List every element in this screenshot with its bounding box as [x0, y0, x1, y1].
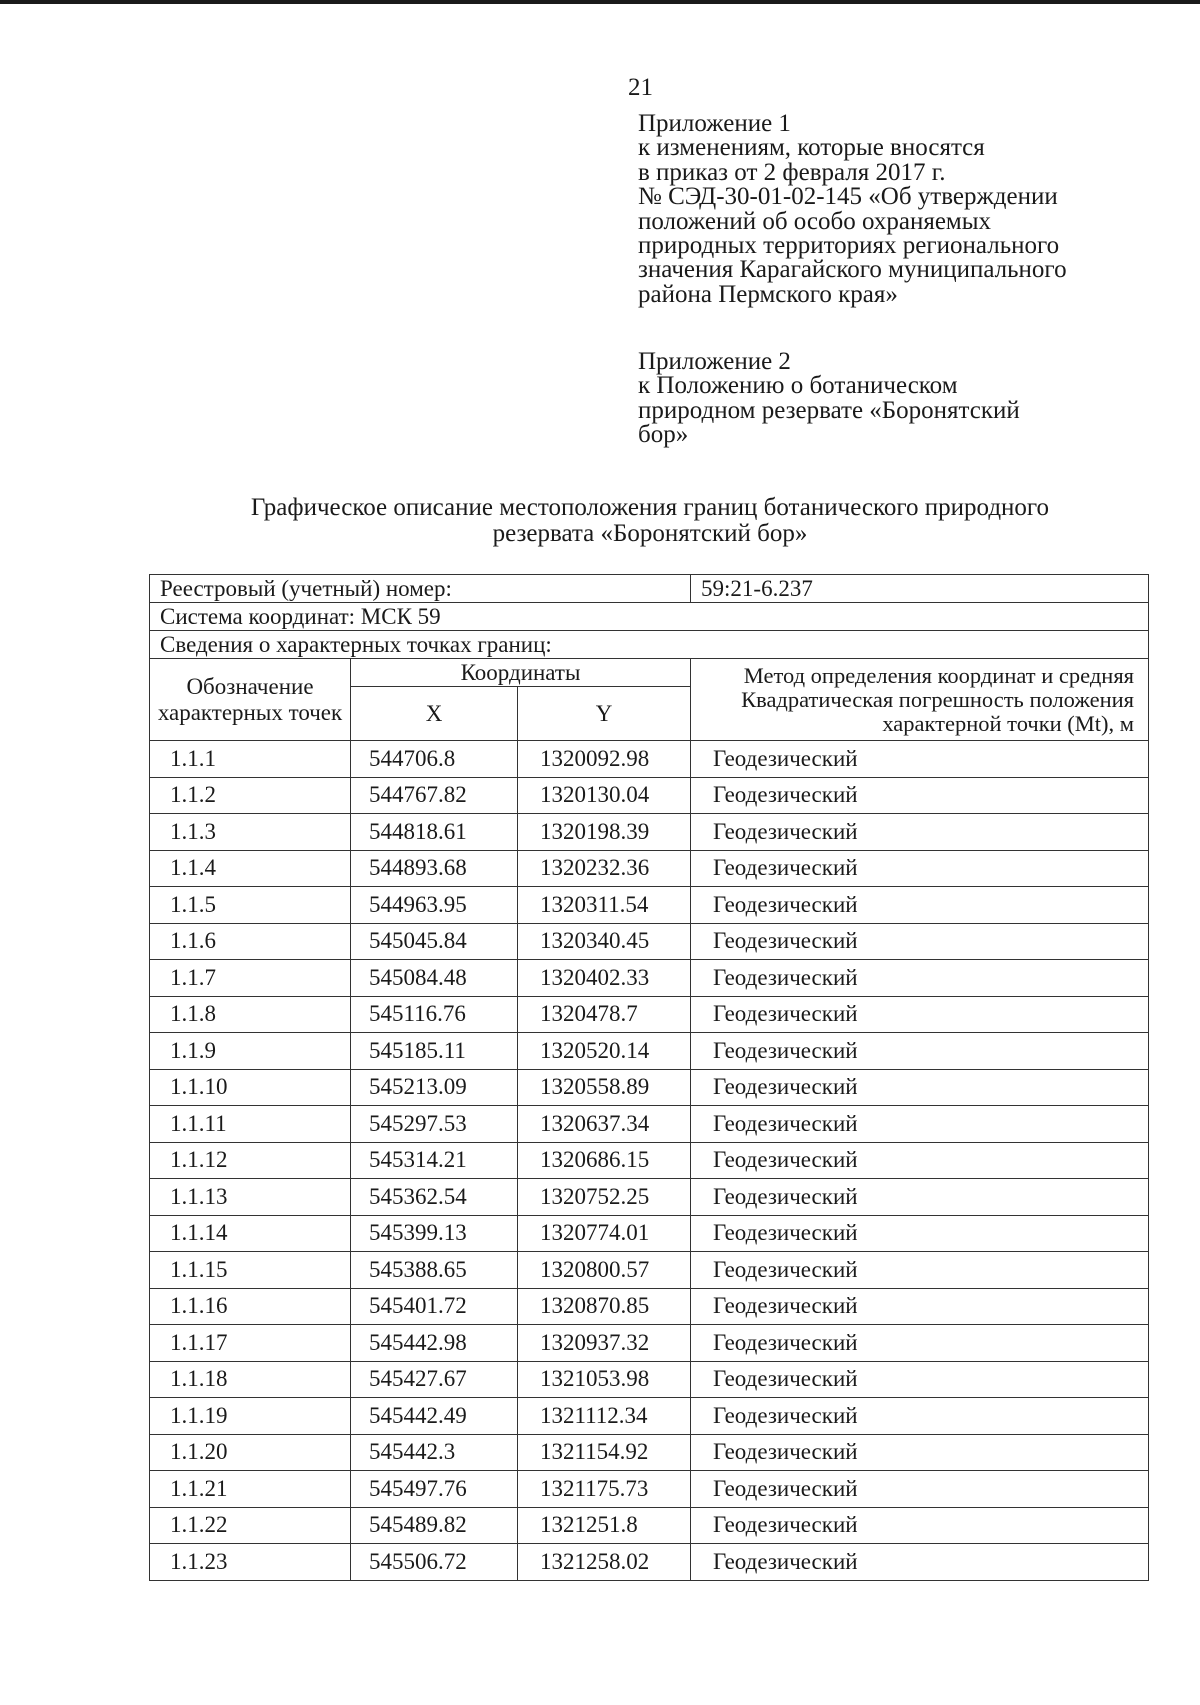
- header-designation: Обозначение характерных точек: [150, 659, 351, 741]
- point-designation: 1.1.23: [150, 1544, 351, 1581]
- table-row: [150, 960, 1149, 997]
- point-designation: 1.1.2: [150, 777, 351, 814]
- coordinate-y: 1320937.32: [518, 1325, 691, 1362]
- point-designation: 1.1.9: [150, 1033, 351, 1070]
- table-row: [150, 1361, 1149, 1398]
- coordinate-x: 545497.76: [351, 1471, 518, 1508]
- coordinate-x: 545045.84: [351, 923, 518, 960]
- coordinate-x: 545442.3: [351, 1434, 518, 1471]
- table-row: [150, 887, 1149, 924]
- coordinate-system: Система координат: МСК 59: [150, 603, 1149, 631]
- table-row: [150, 1434, 1149, 1471]
- registry-label: Реестровый (учетный) номер:: [150, 575, 691, 603]
- point-designation: 1.1.6: [150, 923, 351, 960]
- determination-method: Геодезический: [691, 1106, 1149, 1143]
- table-row: [150, 1142, 1149, 1179]
- determination-method: Геодезический: [691, 1288, 1149, 1325]
- coordinate-x: 545297.53: [351, 1106, 518, 1143]
- header-method-line: характерной точки (Mt), м: [882, 710, 1135, 736]
- table-row: [150, 996, 1149, 1033]
- determination-method: Геодезический: [691, 1179, 1149, 1216]
- determination-method: Геодезический: [691, 1398, 1149, 1435]
- determination-method: Геодезический: [691, 1252, 1149, 1289]
- coordinate-x: 544893.68: [351, 850, 518, 887]
- appendix-2-line: Приложение 2: [638, 348, 791, 375]
- coordinate-system-row: [150, 603, 1149, 631]
- point-designation: 1.1.22: [150, 1507, 351, 1544]
- point-designation: 1.1.13: [150, 1179, 351, 1216]
- determination-method: Геодезический: [691, 1069, 1149, 1106]
- coordinate-y: 1321112.34: [518, 1398, 691, 1435]
- document-title-line: резервата «Боронятский бор»: [492, 520, 808, 547]
- appendix-1-line: в приказ от 2 февраля 2017 г.: [638, 158, 946, 186]
- appendix-1-note: [638, 112, 1067, 307]
- determination-method: Геодезический: [691, 1215, 1149, 1252]
- determination-method: Геодезический: [691, 960, 1149, 997]
- table-row: [150, 923, 1149, 960]
- coordinate-x: 545442.98: [351, 1325, 518, 1362]
- table-row: [150, 741, 1149, 778]
- coordinate-x: 545185.11: [351, 1033, 518, 1070]
- determination-method: Геодезический: [691, 996, 1149, 1033]
- point-designation: 1.1.1: [150, 741, 351, 778]
- registry-row: [150, 575, 1149, 603]
- point-designation: 1.1.10: [150, 1069, 351, 1106]
- coordinate-y: 1320092.98: [518, 741, 691, 778]
- point-designation: 1.1.20: [150, 1434, 351, 1471]
- point-designation: 1.1.15: [150, 1252, 351, 1289]
- appendix-2-line: бор»: [638, 421, 689, 449]
- points-caption-row: [150, 631, 1149, 659]
- table-row: [150, 1215, 1149, 1252]
- coordinate-x: 545401.72: [351, 1288, 518, 1325]
- point-designation: 1.1.12: [150, 1142, 351, 1179]
- determination-method: Геодезический: [691, 850, 1149, 887]
- header-method-line: Метод определения координат и средняя: [743, 662, 1135, 688]
- table-row: [150, 777, 1149, 814]
- coordinate-y: 1320800.57: [518, 1252, 691, 1289]
- coordinate-y: 1321154.92: [518, 1434, 691, 1471]
- registry-value: 59:21-6.237: [691, 575, 1149, 603]
- determination-method: Геодезический: [691, 1361, 1149, 1398]
- coordinate-y: 1320198.39: [518, 814, 691, 851]
- table-row: [150, 1398, 1149, 1435]
- table-row: [150, 850, 1149, 887]
- coordinate-y: 1320232.36: [518, 850, 691, 887]
- determination-method: Геодезический: [691, 923, 1149, 960]
- point-designation: 1.1.3: [150, 814, 351, 851]
- points-caption: Сведения о характерных точках границ:: [150, 631, 1149, 659]
- coordinate-y: 1321175.73: [518, 1471, 691, 1508]
- appendix-1-line: № СЭД-30-01-02-145 «Об утверждении: [638, 183, 1058, 211]
- appendix-1-line: района Пермского края»: [638, 280, 898, 308]
- appendix-2-note: [638, 350, 1020, 448]
- coordinate-x: 545427.67: [351, 1361, 518, 1398]
- coordinate-y: 1320311.54: [518, 887, 691, 924]
- determination-method: Геодезический: [691, 814, 1149, 851]
- coordinate-x: 545314.21: [351, 1142, 518, 1179]
- coordinate-y: 1320774.01: [518, 1215, 691, 1252]
- header-method: [691, 659, 1149, 741]
- coordinate-y: 1320478.7: [518, 996, 691, 1033]
- determination-method: Геодезический: [691, 1033, 1149, 1070]
- coordinate-y: 1320870.85: [518, 1288, 691, 1325]
- coordinate-x: 545362.54: [351, 1179, 518, 1216]
- appendix-1-line: положений об особо охраняемых: [638, 207, 992, 235]
- determination-method: Геодезический: [691, 887, 1149, 924]
- point-designation: 1.1.11: [150, 1106, 351, 1143]
- top-border-rule: [0, 0, 1200, 4]
- table-row: [150, 1106, 1149, 1143]
- coordinate-y: 1320340.45: [518, 923, 691, 960]
- coordinate-x: 545506.72: [351, 1544, 518, 1581]
- table-row: [150, 1325, 1149, 1362]
- coordinate-y: 1320520.14: [518, 1033, 691, 1070]
- coordinate-x: 545084.48: [351, 960, 518, 997]
- appendix-1-line: природных территориях регионального: [638, 232, 1060, 260]
- document-title-line: Графическое описание местоположения границ ботанического природного: [250, 494, 1050, 521]
- coordinate-y: 1320402.33: [518, 960, 691, 997]
- coordinate-x: 545442.49: [351, 1398, 518, 1435]
- coordinate-y: 1321251.8: [518, 1507, 691, 1544]
- appendix-1-line: значения Карагайского муниципального: [638, 256, 1067, 284]
- coordinate-x: 545388.65: [351, 1252, 518, 1289]
- document-title: [150, 495, 1150, 547]
- boundary-points-table: [149, 574, 1149, 1581]
- table-row: [150, 814, 1149, 851]
- coordinate-x: 545116.76: [351, 996, 518, 1033]
- point-designation: 1.1.17: [150, 1325, 351, 1362]
- coordinate-y: 1320130.04: [518, 777, 691, 814]
- table-row: [150, 1471, 1149, 1508]
- point-designation: 1.1.16: [150, 1288, 351, 1325]
- determination-method: Геодезический: [691, 1544, 1149, 1581]
- determination-method: Геодезический: [691, 741, 1149, 778]
- table-row: [150, 1252, 1149, 1289]
- coordinate-y: 1321053.98: [518, 1361, 691, 1398]
- determination-method: Геодезический: [691, 1434, 1149, 1471]
- header-method-line: Квадратическая погрешность положения: [741, 686, 1135, 712]
- header-coordinates: Координаты: [351, 659, 691, 687]
- appendix-1-line: к изменениям, которые вносятся: [638, 134, 985, 162]
- table-row: [150, 1507, 1149, 1544]
- determination-method: Геодезический: [691, 1142, 1149, 1179]
- table-row: [150, 1288, 1149, 1325]
- coordinate-x: 544963.95: [351, 887, 518, 924]
- point-designation: 1.1.4: [150, 850, 351, 887]
- table-row: [150, 1179, 1149, 1216]
- table-header-row: [150, 659, 1149, 687]
- coordinate-x: 544818.61: [351, 814, 518, 851]
- coordinate-x: 544706.8: [351, 741, 518, 778]
- point-designation: 1.1.19: [150, 1398, 351, 1435]
- coordinate-y: 1320558.89: [518, 1069, 691, 1106]
- determination-method: Геодезический: [691, 1507, 1149, 1544]
- appendix-2-line: к Положению о ботаническом: [638, 372, 958, 400]
- table-row: [150, 1033, 1149, 1070]
- determination-method: Геодезический: [691, 1471, 1149, 1508]
- coordinate-x: 545399.13: [351, 1215, 518, 1252]
- coordinate-y: 1321258.02: [518, 1544, 691, 1581]
- point-designation: 1.1.8: [150, 996, 351, 1033]
- coordinate-x: 545489.82: [351, 1507, 518, 1544]
- coordinate-x: 544767.82: [351, 777, 518, 814]
- point-designation: 1.1.21: [150, 1471, 351, 1508]
- determination-method: Геодезический: [691, 777, 1149, 814]
- coordinate-y: 1320752.25: [518, 1179, 691, 1216]
- point-designation: 1.1.7: [150, 960, 351, 997]
- determination-method: Геодезический: [691, 1325, 1149, 1362]
- coordinate-x: 545213.09: [351, 1069, 518, 1106]
- appendix-2-line: природном резервате «Боронятский: [638, 396, 1020, 424]
- point-designation: 1.1.5: [150, 887, 351, 924]
- coordinate-y: 1320686.15: [518, 1142, 691, 1179]
- table-row: [150, 1544, 1149, 1581]
- page-number: 21: [628, 74, 653, 101]
- header-y: Y: [518, 687, 691, 741]
- coordinate-y: 1320637.34: [518, 1106, 691, 1143]
- point-designation: 1.1.14: [150, 1215, 351, 1252]
- appendix-1-line: Приложение 1: [638, 110, 791, 137]
- table-row: [150, 1069, 1149, 1106]
- point-designation: 1.1.18: [150, 1361, 351, 1398]
- header-x: X: [351, 687, 518, 741]
